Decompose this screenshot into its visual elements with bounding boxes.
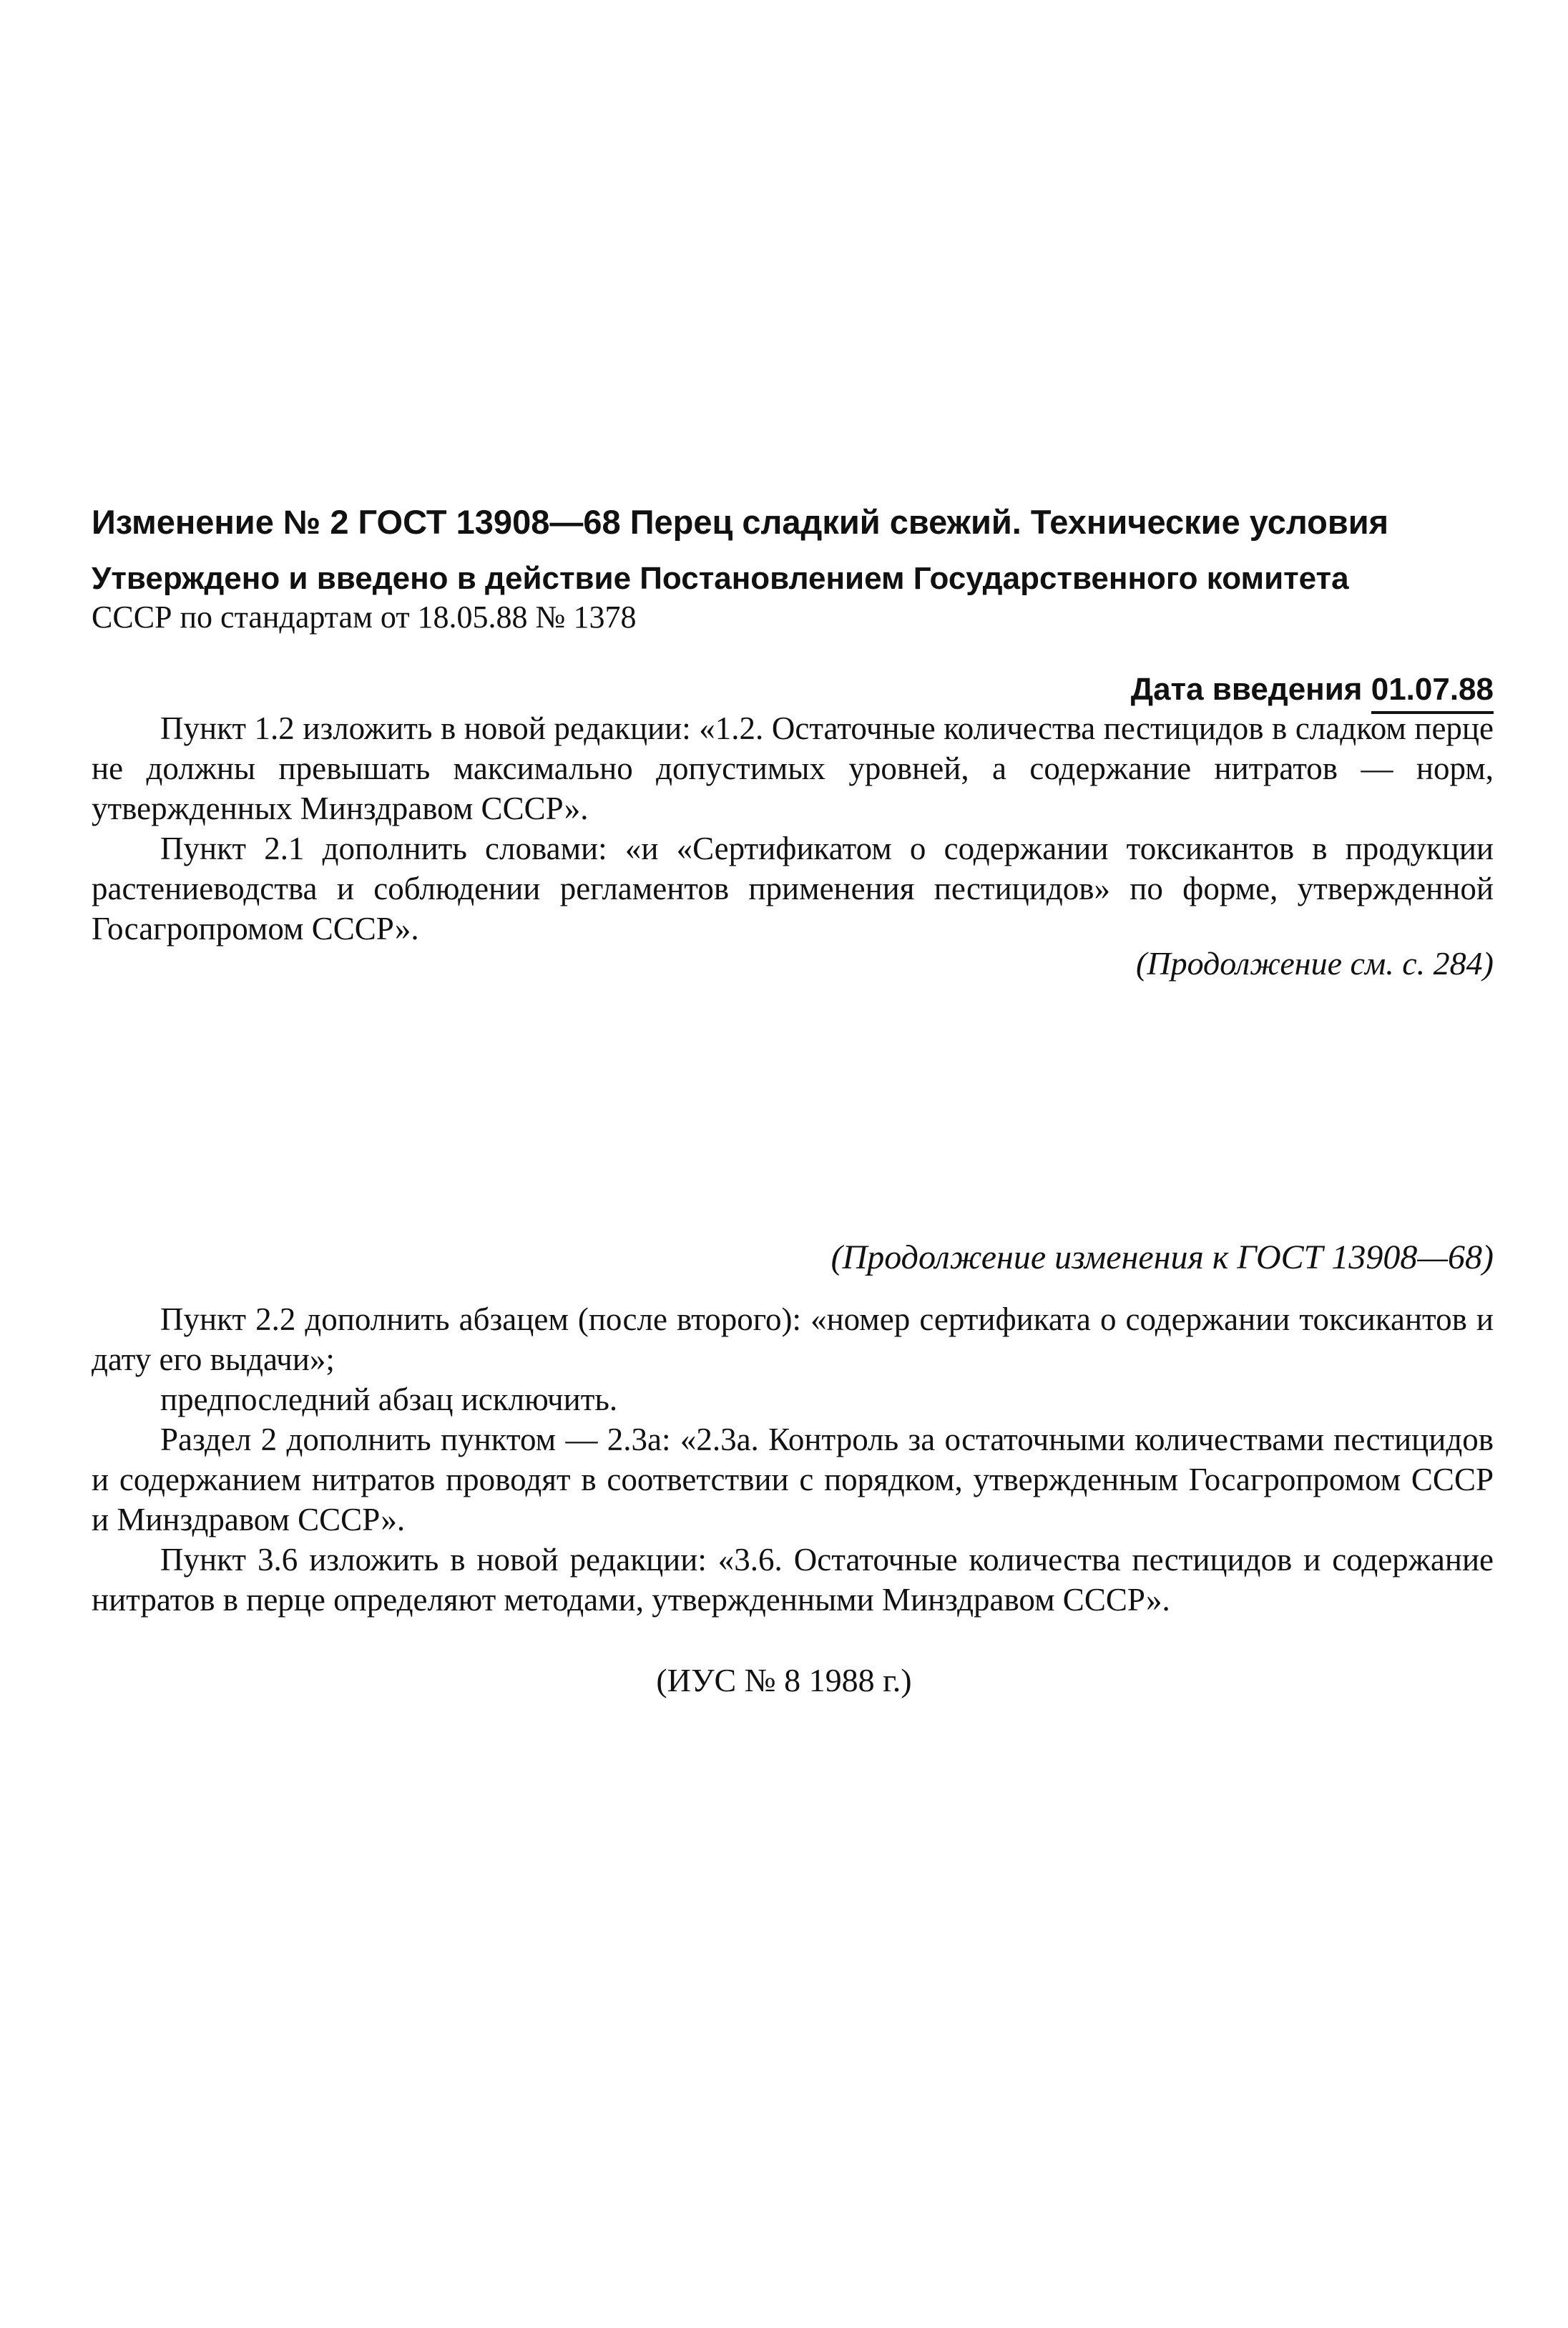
effective-date-value: 01.07.88 xyxy=(1371,670,1494,714)
approval-line-1: Утверждено и введено в действие Постановлением Государственного комитета xyxy=(92,561,1349,596)
effective-date xyxy=(1131,670,1494,714)
continued-on-page-note: (Продолжение см. с. 284) xyxy=(1136,945,1494,982)
amendment-title: Изменение № 2 ГОСТ 13908—68 Перец сладкий свежий. Технические условия xyxy=(92,503,1389,541)
paragraph-clause-2-1: Пункт 2.1 дополнить словами: «и «Сертификатом о содержании токсикантов в продукции растениеводства и соблюдении регламентов применения пестицидов» по форме, утвержденной Госагропромом СССР». xyxy=(92,831,1494,947)
continuation-header: (Продолжение изменения к ГОСТ 13908—68) xyxy=(830,1238,1494,1276)
amendment-text-part-2 xyxy=(92,1299,1494,1620)
paragraph-exclude-note: предпоследний абзац исключить. xyxy=(160,1381,618,1417)
amendment-text-part-1 xyxy=(92,708,1494,949)
paragraph-clause-3-6: Пункт 3.6 изложить в новой редакции: «3.6. Остаточные количества пестицидов и содержание нитратов в перце определяют методами, утвержденными Минздравом СССР». xyxy=(92,1542,1494,1618)
source-reference: (ИУС № 8 1988 г.) xyxy=(656,1662,912,1698)
paragraph-clause-2-2: Пункт 2.2 дополнить абзацем (после второго): «номер сертификата о содержании токсикантов и дату его выдачи»; xyxy=(92,1301,1494,1377)
effective-date-label: Дата введения xyxy=(1130,672,1363,707)
approval-line-2: СССР по стандартам от 18.05.88 № 1378 xyxy=(92,600,637,635)
paragraph-section-2-3a: Раздел 2 дополнить пунктом — 2.3а: «2.3а. Контроль за остаточными количествами пестицидов и содержанием нитратов проводят в соответствии с порядком, утвержденным Госагропромом СССР и Минздравом СССР». xyxy=(92,1422,1494,1537)
approval-statement xyxy=(92,559,1494,637)
paragraph-clause-1-2: Пункт 1.2 изложить в новой редакции: «1.2. Остаточные количества пестицидов в сладком перце не должны превышать максимально допустимых уровней, а содержание нитратов — норм, утвержденных Минздравом СССР». xyxy=(92,710,1494,826)
